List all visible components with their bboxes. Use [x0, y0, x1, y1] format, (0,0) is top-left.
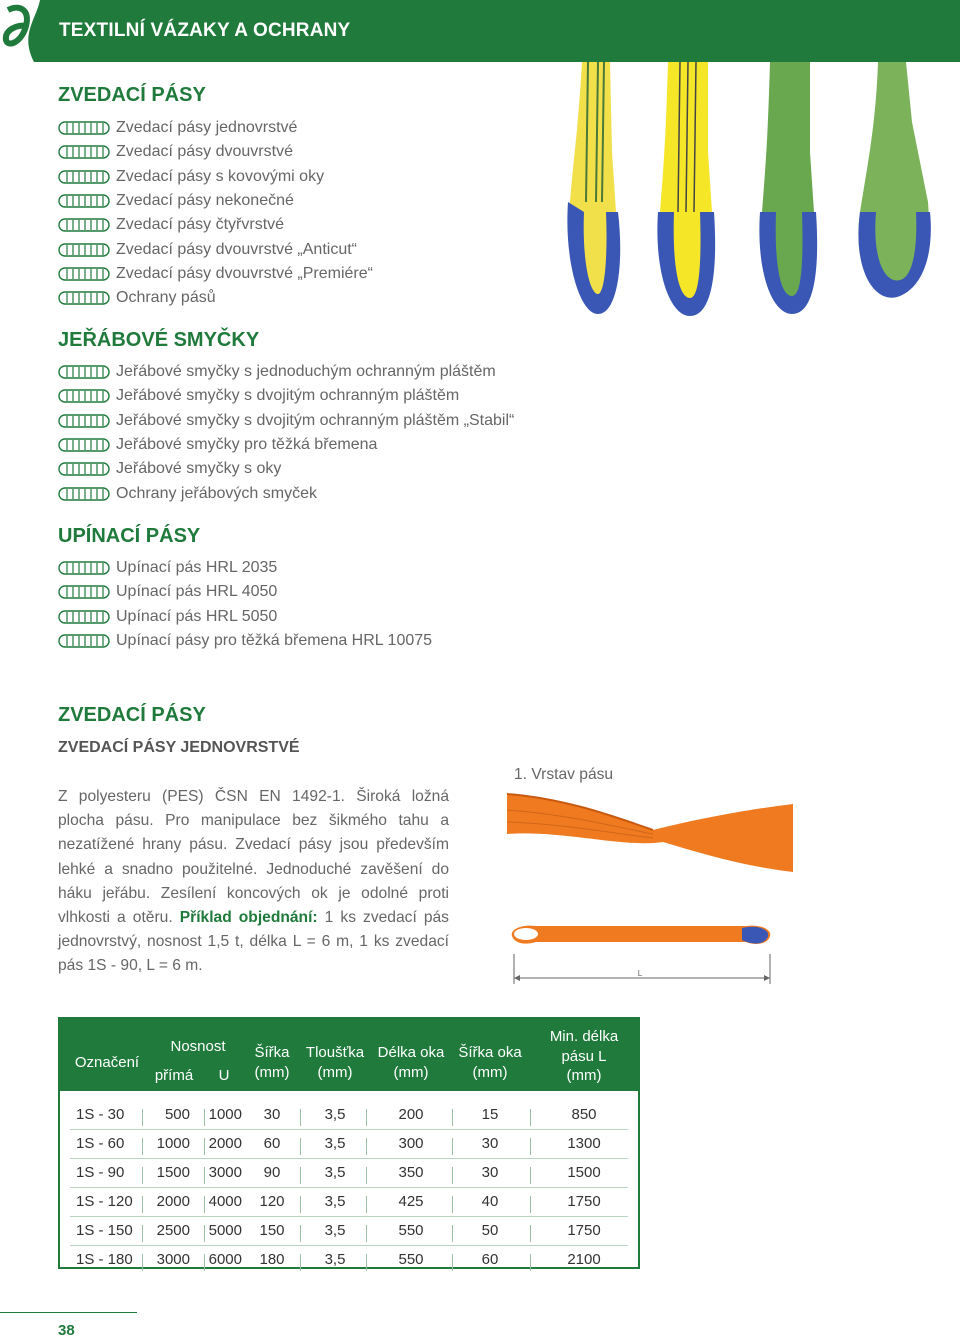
- cell-u: 4000: [208, 1193, 242, 1210]
- product-link-icon: [58, 462, 110, 476]
- product-link-icon: [58, 487, 110, 501]
- column-divider: [530, 1167, 531, 1184]
- cell-sirka-oka: 40: [481, 1193, 499, 1210]
- order-example-label: Příklad objednání:: [179, 909, 318, 927]
- col-header-u: U: [218, 1067, 230, 1084]
- product-link-icon: [58, 610, 110, 624]
- table-row: [60, 1101, 638, 1130]
- list-item[interactable]: [58, 189, 373, 213]
- list-item-label: Zvedací pásy dvouvrstvé „Premiére“: [116, 264, 373, 282]
- cell-min-delka: 850: [571, 1106, 597, 1123]
- footer-divider: [0, 1312, 137, 1313]
- column-divider: [366, 1196, 367, 1213]
- col-header-min-delka: Min. délka: [549, 1028, 619, 1045]
- list-item[interactable]: [58, 213, 373, 237]
- product-link-icon: [58, 389, 110, 403]
- page-header: [0, 0, 960, 62]
- list-item[interactable]: [58, 262, 373, 286]
- col-header-sirka-oka: Šířka oka: [458, 1044, 522, 1061]
- list-item[interactable]: [58, 140, 373, 164]
- cell-oznaceni: 1S - 30: [76, 1106, 125, 1123]
- column-divider: [142, 1196, 143, 1213]
- list-item-label: Zvedací pásy s kovovými oky: [116, 167, 325, 185]
- list-item-label: Upínací pás HRL 5050: [116, 607, 278, 625]
- col-header-tloustka: Tloušťka: [305, 1044, 365, 1061]
- col-header-sirka-unit: (mm): [254, 1064, 290, 1081]
- cell-tloustka: 3,5: [324, 1222, 346, 1239]
- col-header-sirka: Šířka: [254, 1044, 290, 1061]
- list-item-label: Zvedací pásy nekonečné: [116, 192, 294, 210]
- col-header-delka-oka-unit: (mm): [393, 1064, 429, 1081]
- cell-u: 3000: [208, 1164, 242, 1181]
- cell-oznaceni: 1S - 180: [76, 1251, 133, 1268]
- list-item[interactable]: [58, 457, 514, 481]
- list-item-label: Upínací pás HRL 4050: [116, 583, 278, 601]
- list-item-label: Zvedací pásy čtyřvrstvé: [116, 216, 285, 234]
- layer-label: 1. Vrstav pásu: [514, 766, 614, 783]
- cell-sirka: 120: [259, 1193, 285, 1210]
- list-item-label: Jeřábové smyčky pro těžká břemena: [116, 436, 378, 454]
- product-link-icon: [58, 585, 110, 599]
- cell-prima: 2000: [156, 1193, 190, 1210]
- column-divider: [530, 1138, 531, 1155]
- col-header-min-delka-2: pásu L: [561, 1048, 607, 1065]
- product-link-icon: [58, 291, 110, 305]
- list-item[interactable]: [58, 433, 514, 457]
- list-item-label: Zvedací pásy dvouvrstvé: [116, 143, 293, 161]
- cell-min-delka: 1750: [567, 1222, 601, 1239]
- cell-oznaceni: 1S - 60: [76, 1135, 125, 1152]
- cell-tloustka: 3,5: [324, 1164, 346, 1181]
- cell-sirka-oka: 30: [481, 1164, 499, 1181]
- cell-prima: 1000: [156, 1135, 190, 1152]
- spec-table-header: [60, 1019, 638, 1091]
- cell-oznaceni: 1S - 90: [76, 1164, 125, 1181]
- length-mark: L: [637, 969, 643, 978]
- column-divider: [530, 1254, 531, 1271]
- cell-u: 1000: [208, 1106, 242, 1123]
- cell-u: 5000: [208, 1222, 242, 1239]
- column-divider: [142, 1167, 143, 1184]
- list-item[interactable]: [58, 556, 432, 580]
- cell-prima: 3000: [156, 1251, 190, 1268]
- description-text: Z polyesteru (PES) ČSN EN 1492-1. Široká ložná plocha pásu. Pro manipulace bez šikmého tahu a nezatížené hrany pásu. Zvedací pásy jsou především lehké a snadno použitelné. Jednoduché zavěšení do háku jeřábu. Zesílení koncových ok je odolné proti vlhkosti a otěru.: [58, 788, 449, 927]
- table-row: [60, 1159, 638, 1188]
- product-link-icon: [58, 243, 110, 257]
- col-header-min-delka-unit: (mm): [566, 1067, 602, 1084]
- cell-tloustka: 3,5: [324, 1251, 346, 1268]
- cell-sirka: 180: [259, 1251, 285, 1268]
- cell-tloustka: 3,5: [324, 1135, 346, 1152]
- column-divider: [142, 1254, 143, 1271]
- list-item[interactable]: [58, 481, 514, 505]
- cell-delka-oka: 300: [398, 1135, 424, 1152]
- list-item-label: Jeřábové smyčky s oky: [116, 460, 282, 478]
- col-header-prima: přímá: [154, 1067, 194, 1084]
- column-divider: [366, 1167, 367, 1184]
- list-item[interactable]: [58, 165, 373, 189]
- cell-sirka: 60: [263, 1135, 281, 1152]
- spec-table: [58, 1017, 640, 1269]
- list-item[interactable]: [58, 605, 432, 629]
- cell-sirka-oka: 15: [481, 1106, 499, 1123]
- list-item-label: Upínací pásy pro těžká břemena HRL 10075: [116, 632, 433, 650]
- col-header-tloustka-unit: (mm): [317, 1064, 353, 1081]
- list-item[interactable]: [58, 384, 514, 408]
- product-link-icon: [58, 634, 110, 648]
- spec-table-body: [60, 1101, 638, 1275]
- order-example-text: 1 ks zvedací pás jednovrstvý, nosnost 1,5 t, délka L = 6 m, 1 ks zvedací pás 1S - 90, L = 6 m.: [58, 909, 449, 975]
- list-item-label: Jeřábové smyčky s jednoduchým ochranným pláštěm: [116, 363, 496, 381]
- list-item-label: Upínací pás HRL 2035: [116, 559, 278, 577]
- list-item-label: Zvedací pásy jednovrstvé: [116, 119, 298, 137]
- product-section-title: ZVEDACÍ PÁSY: [58, 704, 206, 726]
- product-link-icon: [58, 365, 110, 379]
- product-subtitle: ZVEDACÍ PÁSY JEDNOVRSTVÉ: [58, 739, 300, 756]
- list-item-label: Ochrany jeřábových smyček: [116, 484, 317, 502]
- cell-delka-oka: 200: [398, 1106, 424, 1123]
- column-divider: [142, 1138, 143, 1155]
- cell-delka-oka: 550: [398, 1222, 424, 1239]
- cell-min-delka: 1500: [567, 1164, 601, 1181]
- product-link-icon: [58, 170, 110, 184]
- column-divider: [142, 1109, 143, 1126]
- cell-tloustka: 3,5: [324, 1193, 346, 1210]
- product-link-icon: [58, 121, 110, 135]
- cell-delka-oka: 350: [398, 1164, 424, 1181]
- col-header-oznaceni: Označení: [74, 1054, 140, 1071]
- section-title-jerabove-smycky: JEŘÁBOVÉ SMYČKY: [58, 329, 260, 351]
- cell-tloustka: 3,5: [324, 1106, 346, 1123]
- product-link-icon: [58, 145, 110, 159]
- cell-oznaceni: 1S - 150: [76, 1222, 133, 1239]
- page-number: 38: [58, 1322, 75, 1338]
- lifting-slings-photo: [560, 62, 960, 324]
- product-link-icon: [58, 438, 110, 452]
- column-divider: [142, 1225, 143, 1242]
- col-header-nosnost: Nosnost: [170, 1038, 226, 1055]
- jerabove-smycky-list: [58, 360, 514, 506]
- cell-sirka-oka: 50: [481, 1222, 499, 1239]
- cell-prima: 500: [164, 1106, 190, 1123]
- column-divider: [366, 1254, 367, 1271]
- column-divider: [366, 1225, 367, 1242]
- cell-sirka-oka: 30: [481, 1135, 499, 1152]
- cell-delka-oka: 550: [398, 1251, 424, 1268]
- column-divider: [366, 1138, 367, 1155]
- list-item[interactable]: [58, 629, 432, 653]
- col-header-sirka-oka-unit: (mm): [472, 1064, 508, 1081]
- product-link-icon: [58, 218, 110, 232]
- column-divider: [366, 1109, 367, 1126]
- product-link-icon: [58, 561, 110, 575]
- product-description: [58, 785, 449, 979]
- column-divider: [530, 1225, 531, 1242]
- zvedaci-pasy-list: [58, 116, 373, 310]
- webbing-layer-photo: [503, 790, 795, 874]
- cell-oznaceni: 1S - 120: [76, 1193, 133, 1210]
- sling-length-diagram: [506, 918, 774, 988]
- column-divider: [530, 1196, 531, 1213]
- list-item[interactable]: [58, 286, 373, 310]
- page-header-title: TEXTILNÍ VÁZAKY A OCHRANY: [59, 20, 351, 41]
- list-item[interactable]: [58, 116, 373, 140]
- cell-delka-oka: 425: [398, 1193, 424, 1210]
- cell-min-delka: 1300: [567, 1135, 601, 1152]
- col-header-delka-oka: Délka oka: [377, 1044, 445, 1061]
- list-item-label: Ochrany pásů: [116, 289, 216, 307]
- cell-sirka: 30: [263, 1106, 281, 1123]
- list-item[interactable]: [58, 580, 432, 604]
- table-row: [60, 1188, 638, 1217]
- cell-sirka: 150: [259, 1222, 285, 1239]
- list-item-label: Zvedací pásy dvouvrstvé „Anticut“: [116, 240, 357, 258]
- list-item[interactable]: [58, 360, 514, 384]
- list-item-label: Jeřábové smyčky s dvojitým ochranným pláštěm „Stabil“: [116, 411, 515, 429]
- cell-sirka: 90: [263, 1164, 281, 1181]
- column-divider: [530, 1109, 531, 1126]
- product-link-icon: [58, 267, 110, 281]
- list-item[interactable]: [58, 237, 373, 261]
- section-title-zvedaci-pasy: ZVEDACÍ PÁSY: [58, 84, 206, 106]
- cell-prima: 1500: [156, 1164, 190, 1181]
- table-row: [60, 1246, 638, 1275]
- cell-prima: 2500: [156, 1222, 190, 1239]
- chapter-badge-icon: [0, 0, 48, 62]
- list-item-label: Jeřábové smyčky s dvojitým ochranným pláštěm: [116, 387, 460, 405]
- cell-min-delka: 2100: [567, 1251, 601, 1268]
- cell-u: 2000: [208, 1135, 242, 1152]
- cell-sirka-oka: 60: [481, 1251, 499, 1268]
- cell-u: 6000: [208, 1251, 242, 1268]
- table-row: [60, 1130, 638, 1159]
- product-link-icon: [58, 414, 110, 428]
- cell-min-delka: 1750: [567, 1193, 601, 1210]
- list-item[interactable]: [58, 409, 514, 433]
- upinaci-pasy-list: [58, 556, 432, 653]
- section-title-upinaci-pasy: UPÍNACÍ PÁSY: [58, 525, 201, 547]
- product-link-icon: [58, 194, 110, 208]
- table-row: [60, 1217, 638, 1246]
